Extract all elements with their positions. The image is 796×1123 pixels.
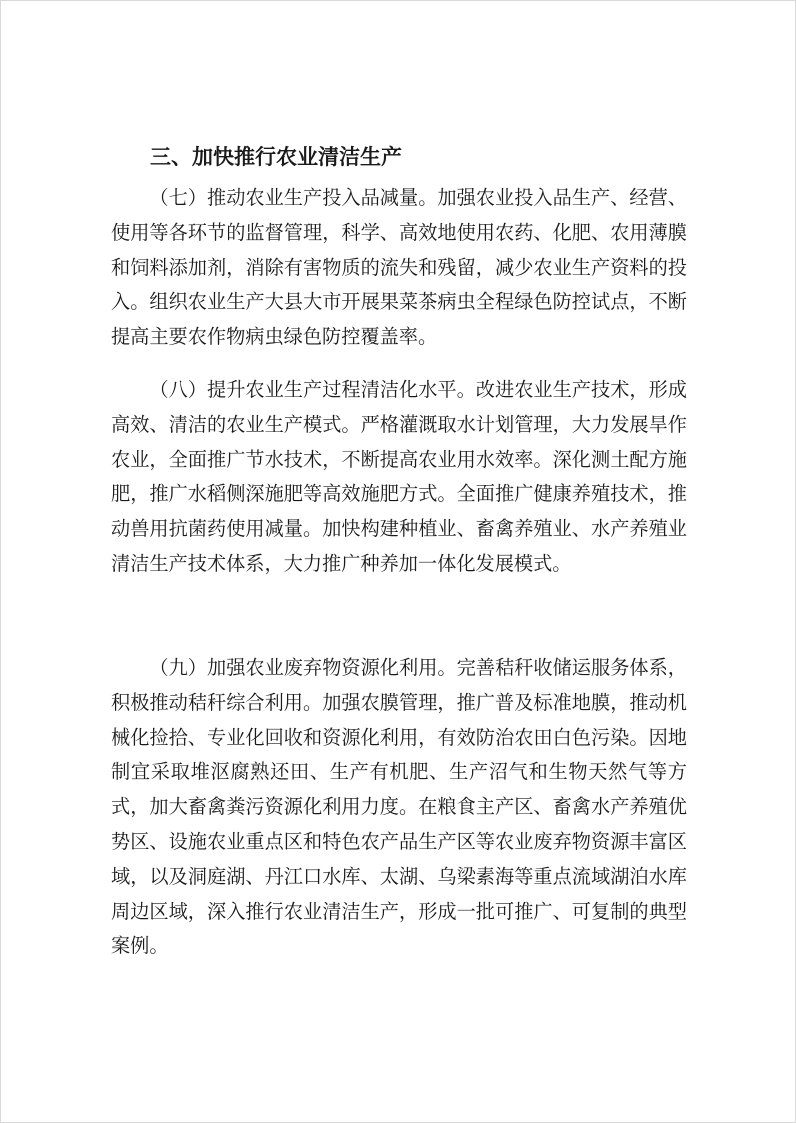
paragraph-8: （八）提升农业生产过程清洁化水平。改进农业生产技术，形成高效、清洁的农业生产模式。严格灌溉取水计划管理，大力发展旱作农业，全面推广节水技术，不断提高农业用水效率。深化测土配方施肥，推广水稻侧深施肥等高效施肥方式。全面推广健康养殖技术，推动兽用抗菌药使用减量。加快构建种植业、畜禽养殖业、水产养殖业清洁生产技术体系，大力推广种养加一体化发展模式。 [111,378,687,575]
section-heading: 三、加快推行农业清洁生产 [150,145,402,169]
paragraph-7: （七）推动农业生产投入品减量。加强农业投入品生产、经营、使用等各环节的监督管理，科学、高效地使用农药、化肥、农用薄膜和饲料添加剂，消除有害物质的流失和残留，减少农业生产资料的投入。组织农业生产大县大市开展果菜茶病虫全程绿色防控试点，不断提高主要农作物病虫绿色防控覆盖率。 [111,186,687,349]
paragraph-9: （九）加强农业废弃物资源化利用。完善秸秆收储运服务体系，积极推动秸秆综合利用。加强农膜管理，推广普及标准地膜，推动机械化捡拾、专业化回收和资源化利用，有效防治农田白色污染。因地制宜采取堆沤腐熟还田、生产有机肥、生产沼气和生物天然气等方式，加大畜禽粪污资源化利用力度。在粮食主产区、畜禽水产养殖优势区、设施农业重点区和特色农产品生产区等农业废弃物资源丰富区域，以及洞庭湖、丹江口水库、太湖、乌梁素海等重点流域湖泊水库周边区域，深入推行农业清洁生产，形成一批可推广、可复制的典型案例。 [111,656,687,958]
